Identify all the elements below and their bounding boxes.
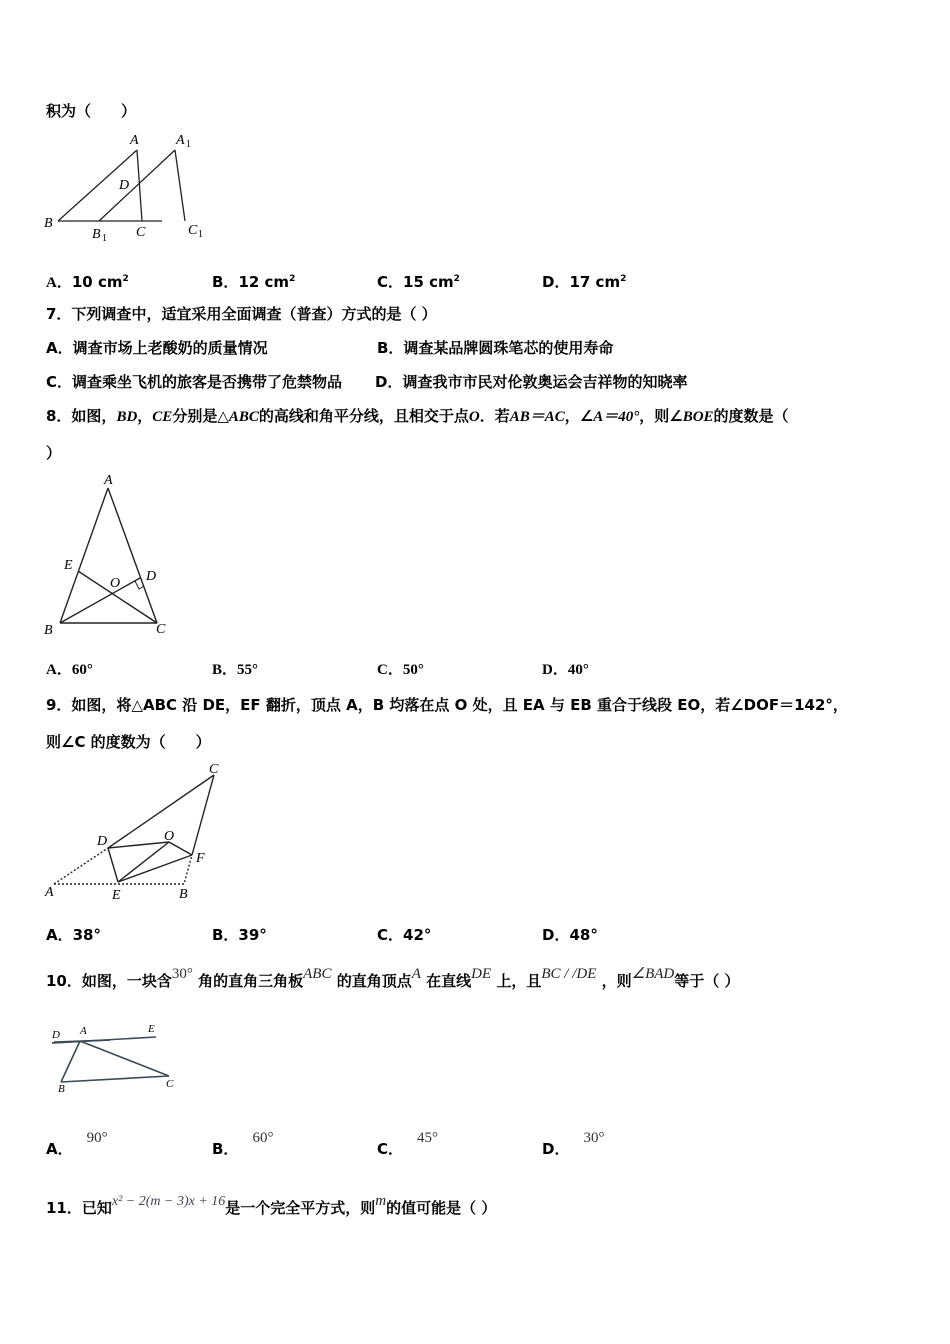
option-letter: A． bbox=[46, 1140, 73, 1158]
label-O: O bbox=[164, 829, 175, 844]
label-D: D bbox=[146, 569, 157, 584]
q9-stem-line1: 9．如图，将△ABC 沿 DE，EF 翻折，顶点 A，B 均落在点 O 处，且 EA 与 EB 重合于线段 EO，若∠DOF＝142°， bbox=[46, 696, 848, 714]
q8-figure bbox=[42, 470, 177, 640]
q10-stem bbox=[46, 966, 740, 991]
q9-figure bbox=[42, 758, 227, 903]
math: DE bbox=[471, 966, 492, 982]
text: ．若 bbox=[479, 407, 510, 425]
q10-figure bbox=[46, 1020, 186, 1100]
q6-figure bbox=[44, 130, 209, 242]
option-letter: C． bbox=[377, 1140, 404, 1158]
text: ，则 bbox=[601, 972, 632, 990]
math: ∠BAD bbox=[631, 966, 675, 982]
text: 10．如图，一块含 bbox=[46, 972, 172, 990]
option-value: 30° bbox=[583, 1130, 605, 1146]
q6-option-d[interactable] bbox=[542, 270, 626, 291]
math: O bbox=[468, 409, 480, 425]
q6-option-c[interactable] bbox=[377, 270, 460, 291]
q9-option-d[interactable]: D．48° bbox=[542, 926, 598, 944]
q9-option-b[interactable]: B．39° bbox=[212, 926, 267, 944]
label-D: D bbox=[97, 834, 108, 849]
math: BOE bbox=[682, 409, 714, 425]
q6-tail: 积为（ ） bbox=[46, 102, 137, 120]
option-value: 15 cm bbox=[403, 273, 454, 291]
q11-stem bbox=[46, 1193, 497, 1219]
option-letter: C． bbox=[377, 273, 404, 291]
math: AB＝AC bbox=[509, 409, 565, 425]
option-sup: 2 bbox=[289, 274, 296, 284]
q7-option-b[interactable]: B．调查某品牌圆珠笔芯的使用寿命 bbox=[377, 339, 614, 357]
option-letter: D． bbox=[542, 1140, 570, 1158]
label-C1: C bbox=[188, 223, 198, 238]
text: 的直角顶点 bbox=[336, 972, 412, 990]
option-letter: B． bbox=[212, 273, 239, 291]
math: m bbox=[375, 1193, 387, 1209]
option-value: 12 cm bbox=[238, 273, 290, 291]
label-B: B bbox=[58, 1083, 65, 1095]
option-value: 10 cm bbox=[71, 273, 123, 291]
label-D: D bbox=[119, 178, 130, 193]
q7-option-a[interactable]: A．调查市场上老酸奶的质量情况 bbox=[46, 339, 268, 357]
q9-stem-line2: 则∠C 的度数为（ ） bbox=[46, 733, 211, 751]
text: ， bbox=[137, 407, 153, 425]
option-letter: D． bbox=[542, 273, 570, 291]
option-value: 60° bbox=[252, 1130, 274, 1146]
q8-close-paren: ） bbox=[46, 444, 62, 462]
label-B: B bbox=[44, 216, 53, 231]
label-A: A bbox=[104, 473, 113, 488]
option-value: 17 cm bbox=[569, 273, 621, 291]
q6-option-a[interactable] bbox=[46, 270, 129, 292]
label-B: B bbox=[179, 887, 188, 902]
label-sub: 1 bbox=[186, 139, 191, 150]
label-C: C bbox=[209, 762, 219, 777]
text: 的度数是（ bbox=[713, 407, 789, 425]
math: A＝40° bbox=[593, 409, 640, 425]
text: 8．如图， bbox=[46, 407, 117, 425]
math-expression: x² − 2(m − 3)x + 16 bbox=[111, 1194, 226, 1209]
q9-option-c[interactable]: C．42° bbox=[377, 926, 432, 944]
q10-option-c[interactable] bbox=[377, 1130, 439, 1159]
text: 上，且 bbox=[496, 972, 542, 990]
option-letter: B． bbox=[212, 1140, 239, 1158]
label-A1: A bbox=[176, 133, 185, 148]
text: 等于（ ） bbox=[674, 972, 740, 990]
q7-option-c[interactable]: C．调查乘坐飞机的旅客是否携带了危禁物品 bbox=[46, 373, 343, 391]
label-O: O bbox=[110, 576, 121, 591]
text: 的高线和角平分线，且相交于点 bbox=[258, 407, 469, 425]
q7-option-d[interactable]: D．调查我市市民对伦敦奥运会吉祥物的知晓率 bbox=[375, 373, 688, 391]
math: CE bbox=[152, 409, 173, 425]
label-C: C bbox=[166, 1078, 174, 1090]
q8-option-b[interactable]: B．55° bbox=[212, 662, 259, 678]
q8-option-c[interactable]: C．50° bbox=[377, 662, 424, 678]
option-sup: 2 bbox=[122, 274, 129, 284]
label-D: D bbox=[52, 1029, 60, 1041]
option-sup: 2 bbox=[620, 274, 627, 284]
text: 的值可能是（ ） bbox=[386, 1199, 497, 1217]
q10-option-b[interactable] bbox=[212, 1130, 274, 1159]
math: ABC bbox=[303, 966, 332, 982]
q7-stem: 7．下列调查中，适宜采用全面调查（普查）方式的是（ ） bbox=[46, 305, 437, 323]
math: ABC bbox=[228, 409, 259, 425]
option-sup: 2 bbox=[453, 274, 460, 284]
q8-option-d[interactable]: D．40° bbox=[542, 662, 589, 678]
label-C: C bbox=[136, 225, 146, 240]
label-A: A bbox=[80, 1025, 87, 1037]
text: 在直线 bbox=[426, 972, 472, 990]
text: ，则∠ bbox=[639, 407, 683, 425]
label-F: F bbox=[196, 851, 205, 866]
text: 11．已知 bbox=[46, 1199, 112, 1217]
math: 30° bbox=[171, 966, 193, 982]
q9-option-a[interactable]: A．38° bbox=[46, 926, 101, 944]
label-E: E bbox=[148, 1023, 155, 1035]
math: A bbox=[411, 966, 421, 982]
label-C: C bbox=[156, 622, 166, 637]
text: ，∠ bbox=[564, 407, 594, 425]
text: 分别是△ bbox=[172, 407, 229, 425]
label-sub: 1 bbox=[198, 229, 203, 240]
q8-stem bbox=[46, 407, 789, 426]
option-value: 90° bbox=[86, 1130, 108, 1146]
label-E: E bbox=[64, 558, 73, 573]
label-E: E bbox=[112, 888, 121, 903]
q10-option-d[interactable] bbox=[542, 1130, 605, 1159]
q8-option-a[interactable]: A．60° bbox=[46, 662, 93, 678]
label-B1: B bbox=[92, 227, 101, 242]
math: BD bbox=[116, 409, 138, 425]
math: BC / /DE bbox=[541, 966, 597, 982]
label-A: A bbox=[130, 133, 139, 148]
q6-option-b[interactable] bbox=[212, 270, 295, 291]
option-letter: A． bbox=[46, 275, 72, 291]
label-A: A bbox=[45, 885, 54, 900]
text: 是一个完全平方式，则 bbox=[225, 1199, 376, 1217]
option-value: 45° bbox=[417, 1130, 439, 1146]
label-B: B bbox=[44, 623, 53, 638]
text: 角的直角三角板 bbox=[198, 972, 304, 990]
q10-option-a[interactable] bbox=[46, 1130, 108, 1159]
label-sub: 1 bbox=[102, 233, 107, 242]
